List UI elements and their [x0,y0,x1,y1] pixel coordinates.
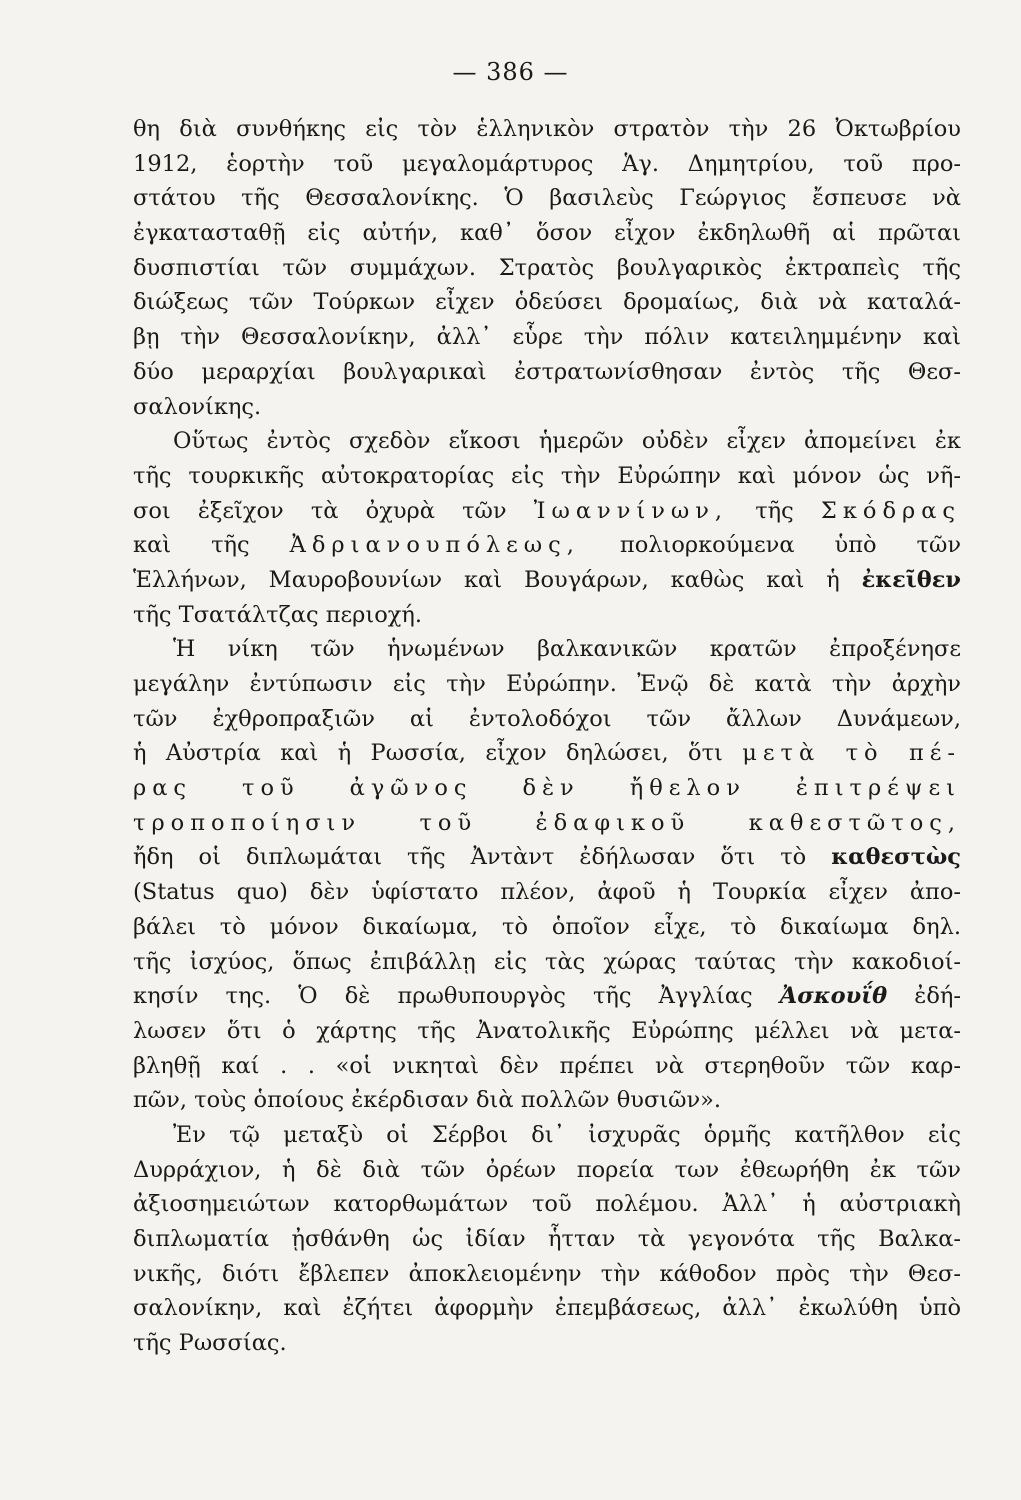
text-line: δυσπιστίαι τῶν συμμάχων. Στρατὸς βουλγαρικὸς ἐκτραπεὶς τῆς [133,254,961,281]
text-line: σαλονίκην, καὶ ἐζήτει ἀφορμὴν ἐπεμβάσεως, ἀλλ᾽ ἐκωλύθη ὑπὸ [133,1295,961,1322]
text-segment: καὶ τῆς [133,532,250,559]
text-segment: Ἑλλήνων, Μαυροβουνίων καὶ Βουγάρων, καθὼς καὶ ἡ [133,566,840,593]
bold-word: καθεστὼς [831,844,961,871]
text-line: τῆς Τσατάλτζας περιοχή. [133,601,423,628]
page-number: — 386 — [452,58,569,86]
text-line: πῶν, τοὺς ὁποίους ἐκέρδισαν διὰ πολλῶν θυσιῶν». [133,1087,722,1114]
text-line: τῶν ἐχθροπραξιῶν αἱ ἐντολοδόχοι τῶν ἄλλων Δυνάμεων, [133,705,961,732]
text-line: μεγάλην ἐντύπωσιν εἰς τὴν Εὐρώπην. Ἐνῷ δὲ κατὰ τὴν ἀρχὴν [133,671,961,697]
body-text [133,112,961,1361]
spaced-name-adrianoupolis: Ἀδριανουπόλεως, [289,532,580,559]
text-line [133,494,961,529]
text-line-spaced: τροποποίησιν τοῦ ἐδαφικοῦ καθεστῶτος, [133,809,961,836]
text-line: διώξεως τῶν Τούρκων εἶχεν ὁδεύσει δρομαίως, διὰ νὰ καταλά- [133,289,961,316]
text-line: βάλει τὸ μόνον δικαίωμα, τὸ ὁποῖον εἶχε, τὸ δικαίωμα δηλ. [133,913,961,940]
text-line: τῆς τουρκικῆς αὐτοκρατορίας εἰς τὴν Εὐρώπην καὶ μόνον ὡς νῆ- [133,462,961,489]
text-line [133,979,961,1014]
text-line: λωσεν ὅτι ὁ χάρτης τῆς Ἀνατολικῆς Εὐρώπης μέλλει νὰ μετα- [133,1017,961,1044]
text-segment: τῆς [755,497,794,524]
bold-italic-name: Ἀσκουΐθ [779,983,888,1010]
text-segment: ἐδή- [914,983,961,1010]
text-line [133,736,961,771]
text-line-spaced: ρας τοῦ ἀγῶνος δὲν ἤθελον ἐπιτρέψει [133,775,961,802]
text-segment: ἡ Αὐστρία καὶ ἡ Ρωσσία, εἶχον δηλώσει, ὅτι [133,740,723,767]
text-line: στάτου τῆς Θεσσαλονίκης. Ὁ βασιλεὺς Γεώργιος ἔσπευσε νὰ [133,185,961,212]
text-line: νικῆς, διότι ἔβλεπεν ἀποκλειομένην τὴν κάθοδον πρὸς τὴν Θεσ- [133,1260,961,1287]
text-line: διπλωματία ᾐσθάνθη ὡς ἰδίαν ἧτταν τὰ γεγονότα τῆς Βαλκα- [133,1226,961,1252]
text-line: τῆς Ρωσσίας. [133,1330,287,1357]
text-segment: σοι ἐξεῖχον τὰ ὀχυρὰ τῶν [133,497,507,524]
text-segment: κησίν της. Ὁ δὲ πρωθυπουργὸς τῆς Ἀγγλίας [133,983,753,1010]
text-line: Ἐν τῷ μεταξὺ οἱ Σέρβοι δι᾽ ἰσχυρᾶς ὁρμῆς κατῆλθον εἰς [173,1121,961,1148]
text-line: τῆς ἰσχύος, ὅπως ἐπιβάλλῃ εἰς τὰς χώρας ταύτας τὴν κακοδιοί- [133,948,961,975]
text-line: 1912, ἑορτὴν τοῦ μεγαλομάρτυρος Ἁγ. Δημητρίου, τοῦ προ- [133,150,961,177]
text-line [133,528,961,563]
text-line: Δυρράχιον, ἡ δὲ διὰ τῶν ὀρέων πορεία των ἐθεωρήθη ἐκ τῶν [133,1156,961,1183]
text-line: ἀξιοσημειώτων κατορθωμάτων τοῦ πολέμου. Ἀλλ᾽ ἡ αὐστριακὴ [133,1191,961,1218]
text-line: ἐγκατασταθῇ εἰς αὐτήν, καθ᾽ ὅσον εἶχον ἐκδηλωθῆ αἱ πρῶται [133,220,961,247]
spaced-name-ioannina: Ἰωαννίνων, [533,497,729,524]
text-line: δύο μεραρχίαι βουλγαρικαὶ ἐστρατωνίσθησαν ἐντὸς τῆς Θεσ- [133,358,961,385]
text-line: θη διὰ συνθήκης εἰς τὸν ἑλληνικὸν στρατὸν τὴν 26 Ὀκτωβρίου [133,116,961,142]
text-line: (Status quo) δὲν ὑφίστατο πλέον, ἀφοῦ ἡ Τουρκία εἶχεν ἀπο- [133,879,961,906]
text-line: βληθῇ καί . . «οἱ νικηταὶ δὲν πρέπει νὰ στερηθοῦν τῶν καρ- [133,1052,961,1079]
spaced-phrase: μετὰ τὸ πέ- [742,740,961,767]
text-line [133,840,961,875]
text-segment: πολιορκούμενα ὑπὸ τῶν [619,532,962,559]
text-line: Οὕτως ἐντὸς σχεδὸν εἴκοσι ἡμερῶν οὐδὲν εἶχεν ἀπομείνει ἐκ [173,428,961,455]
text-line: βῃ τὴν Θεσσαλονίκην, ἀλλ᾽ εὗρε τὴν πόλιν κατειλημμένην καὶ [133,324,961,351]
text-line [133,563,961,598]
text-segment: ἤδη οἱ διπλωμάται τῆς Ἀντὰντ ἐδήλωσαν ὅτι τὸ [133,844,807,871]
text-line: Ἡ νίκη τῶν ἡνωμένων βαλκανικῶν κρατῶν ἐπροξένησε [173,636,961,663]
spaced-name-skodra: Σκόδρας [820,497,962,524]
bold-word: ἐκεῖθεν [861,566,961,593]
text-line: σαλονίκης. [133,393,262,420]
